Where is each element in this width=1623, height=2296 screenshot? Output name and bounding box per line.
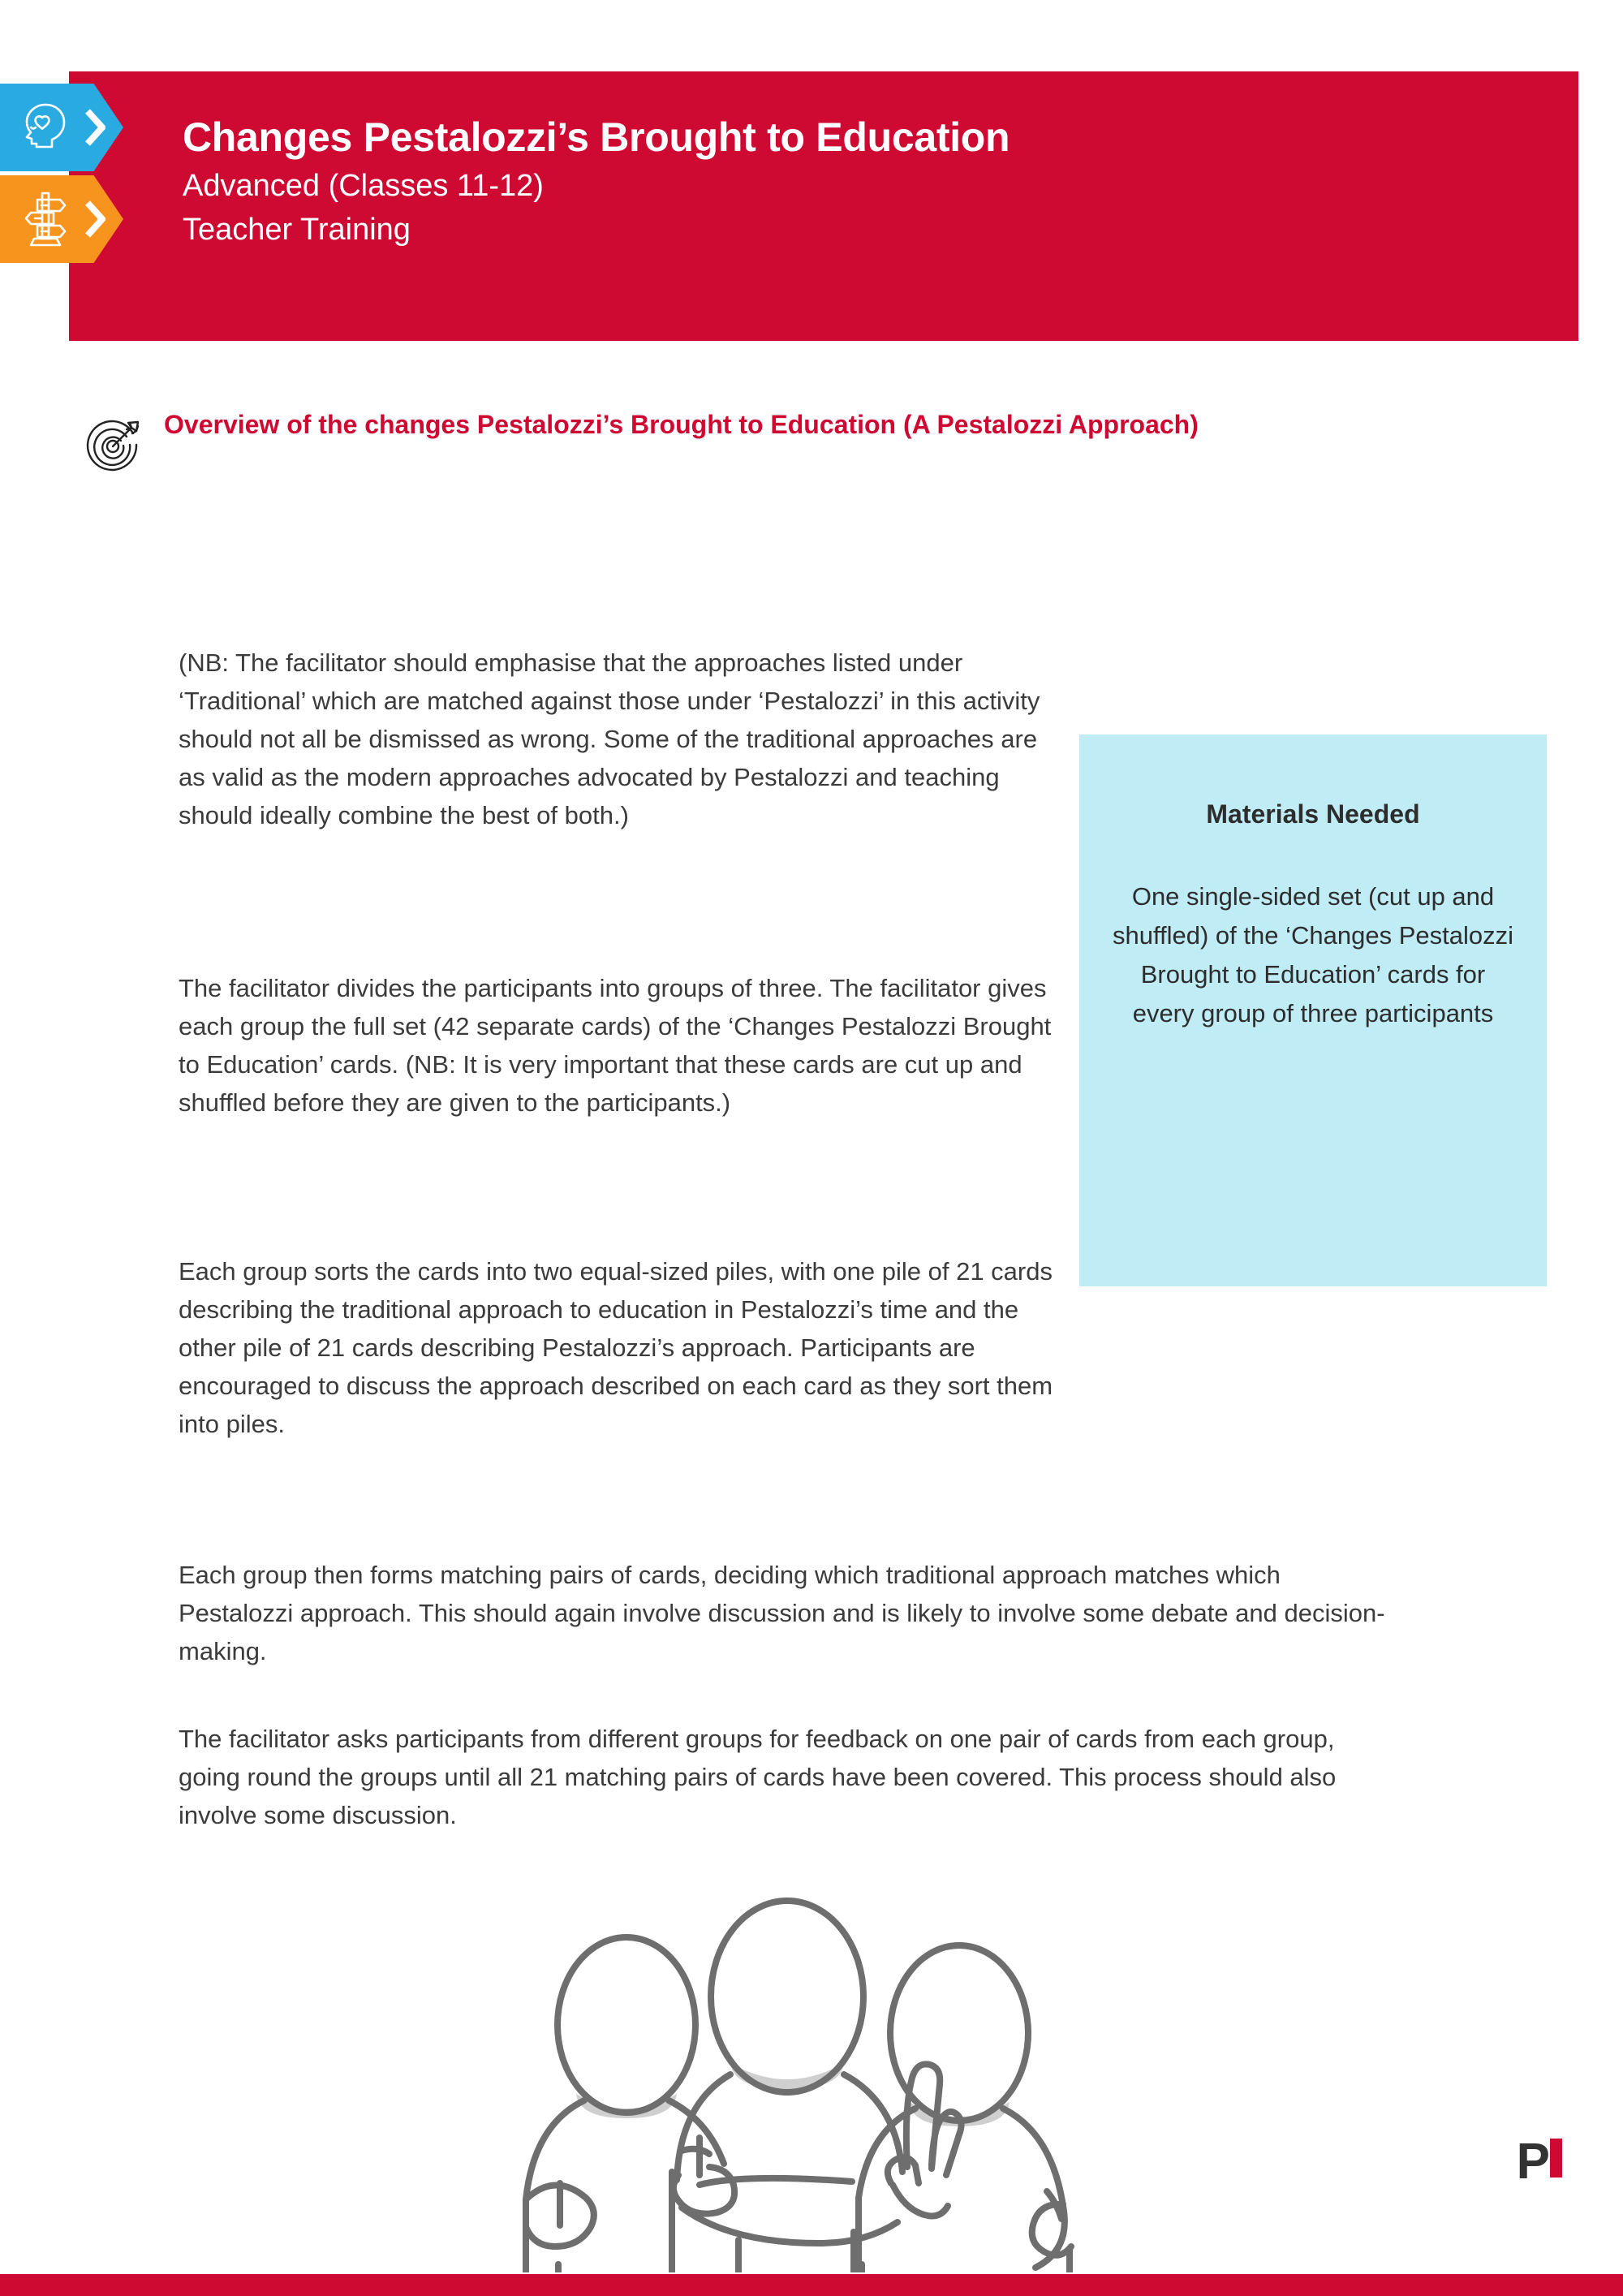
target-arrow-icon [81,412,146,477]
header-text-block [183,114,1513,252]
section-heading [81,406,1298,477]
page-audience: Teacher Training [183,212,411,247]
materials-needed-box [1079,734,1547,1286]
page-title: Changes Pestalozzi’s Brought to Education [183,114,1010,160]
three-people-discussing-illustration [487,1883,1136,2272]
signpost-icon [15,188,76,250]
brand-logo [1516,2134,1562,2190]
section-heading-label: Overview of the changes Pestalozzi’s Brought to Education (A Pestalozzi Approach) [164,410,1199,439]
page-subtitle: Advanced (Classes 11-12) [183,169,544,203]
materials-needed-text: One single-sided set (cut up and shuffled) of the ‘Changes Pestalozzi Brought to Education’ cards for every group of three participants [1112,881,1513,1027]
head-heart-icon [15,97,76,158]
paragraph-sort-cards: Each group sorts the cards into two equal-sized piles, with one pile of 21 cards describing the traditional approach to education in Pestalozzi’s time and the other pile of 21 cards describing Pestalozzi’s approach. Participants are encouraged to discuss the approach described on each card as they sort them into piles. [179,1257,1053,1439]
paragraph-matching-pairs: Each group then forms matching pairs of cards, deciding which traditional approach matches which Pestalozzi approach. This should again involve discussion and is likely to involve some debate and decision-making. [179,1561,1385,1666]
paragraph-divide-groups: The facilitator divides the participants into groups of three. The facilitator gives each group the full set (42 separate cards) of the ‘Changes Pestalozzi Brought to Education’ cards. (NB: It is very important that these cards are cut up and shuffled before they are given to the participants.) [179,974,1052,1118]
chevron-right-icon [84,109,105,146]
paragraph-nb: (NB: The facilitator should emphasise that the approaches listed under ‘Traditional’ which are matched against those under ‘Pestalozzi’ in this activity should not all be dismissed as wrong. Some of the traditional approaches are as valid as the modern approaches advocated by Pestalozzi and teaching should ideally combine the best of both.) [179,648,1040,830]
footer-strip [0,2274,1623,2296]
brand-logo-letter: P [1516,2134,1548,2190]
chevron-right-icon [84,200,105,238]
paragraph-feedback: The facilitator asks participants from different groups for feedback on one pair of cards from each group, going round the groups until all 21 matching pairs of cards have been covered. This process should also involve some discussion. [179,1725,1337,1830]
materials-needed-title: Materials Needed [1206,799,1420,829]
brand-logo-bar [1550,2139,1562,2178]
